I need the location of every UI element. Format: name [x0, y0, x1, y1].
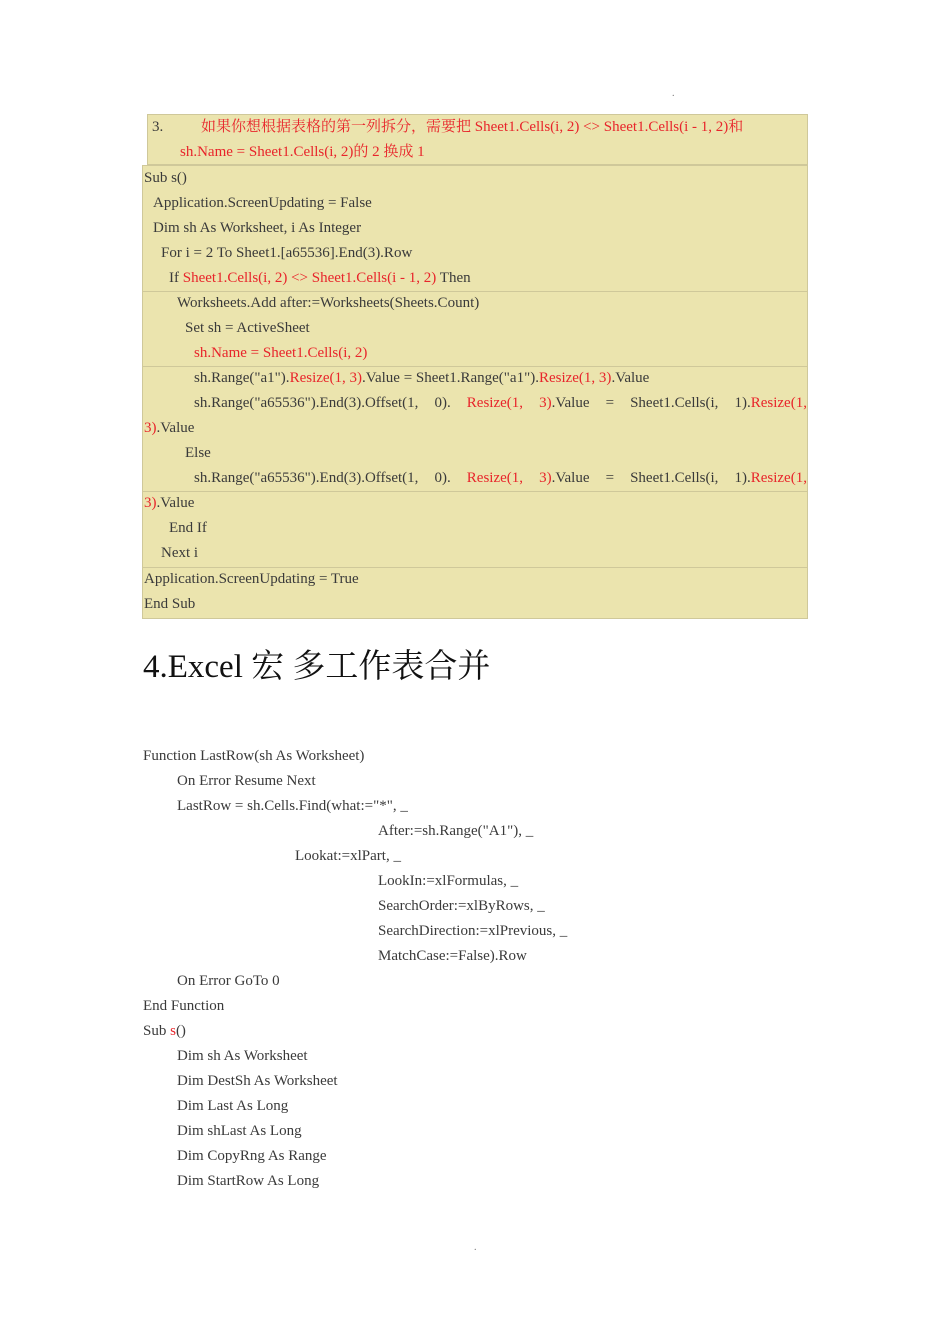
code-text: =: [605, 395, 615, 411]
code-text: Sheet1.Cells(i,: [630, 395, 719, 411]
code-text: .Value: [551, 395, 590, 411]
code-line: Dim CopyRng As Range: [177, 1148, 327, 1164]
code-line-offset: [194, 391, 807, 416]
code-text-red: Resize(1, 3): [289, 370, 363, 386]
code-line-offset: [194, 466, 807, 491]
note-text-1: 如果你想根据表格的第一列拆分，需要把 Sheet1.Cells(i, 2) <> Sheet1.Cells(i - 1, 2)和: [201, 119, 744, 135]
code-line: Application.ScreenUpdating = True: [144, 571, 359, 587]
note-number: 3.: [152, 119, 164, 135]
code-text: sh.Range("a65536").End(3).Offset(1,: [194, 470, 419, 486]
code-line: End Sub: [144, 596, 196, 612]
code-line: sh.Name = Sheet1.Cells(i, 2): [194, 345, 368, 361]
code-line: Function LastRow(sh As Worksheet): [143, 748, 365, 764]
code-text: Sheet1.Cells(i,: [630, 470, 719, 486]
code-text: .Value: [156, 495, 195, 511]
code-line: Dim sh As Worksheet, i As Integer: [153, 220, 362, 236]
code-line: After:=sh.Range("A1"), _: [378, 823, 534, 839]
footer-dot: .: [474, 1242, 477, 1253]
code-text-red: Resize(1,: [750, 395, 807, 411]
if-condition: Sheet1.Cells(i, 2) <> Sheet1.Cells(i - 1, 2): [182, 270, 437, 286]
code-line: Dim DestSh As Worksheet: [177, 1073, 338, 1089]
code-line: Set sh = ActiveSheet: [185, 320, 310, 336]
code-line: LookIn:=xlFormulas, _: [378, 873, 519, 889]
code-text: sh.Range("a65536").End(3).Offset(1,: [194, 395, 419, 411]
code-line: Worksheets.Add after:=Worksheets(Sheets.Count): [177, 295, 480, 311]
code-line-wrap: [144, 491, 807, 516]
note-line-2: sh.Name = Sheet1.Cells(i, 2)的 2 换成 1: [180, 144, 425, 160]
code-line: Sub s(): [144, 170, 187, 186]
code-text-red: 3): [144, 420, 157, 436]
code-line-sub: [143, 1019, 186, 1044]
code-line: LastRow = sh.Cells.Find(what:="*", _: [177, 798, 408, 814]
code-text-red: 3): [144, 495, 157, 511]
code-text-red: Resize(1,: [750, 470, 807, 486]
code-line: For i = 2 To Sheet1.[a65536].End(3).Row: [161, 245, 413, 261]
code-text-red: s: [170, 1023, 176, 1039]
header-dot: .: [672, 88, 675, 99]
code-text: Sub: [143, 1023, 171, 1039]
section-heading: 4.Excel 宏 多工作表合并: [143, 649, 491, 685]
code-line: Else: [185, 445, 211, 461]
code-text: 0).: [434, 395, 451, 411]
code-text: .Value: [611, 370, 650, 386]
code-text: .Value: [156, 420, 195, 436]
code-line: Application.ScreenUpdating = False: [153, 195, 372, 211]
note-box: [147, 114, 808, 165]
code-text: 1).: [734, 470, 751, 486]
code-line: Next i: [161, 545, 199, 561]
code-line: SearchOrder:=xlByRows, _: [378, 898, 545, 914]
code-line: Lookat:=xlPart, _: [295, 848, 401, 864]
code-text: 1).: [734, 395, 751, 411]
code-text-red: Resize(1,: [466, 395, 524, 411]
code-line: On Error Resume Next: [177, 773, 316, 789]
code-text: (): [175, 1023, 186, 1039]
if-keyword: If: [169, 270, 179, 286]
code-text: =: [605, 470, 615, 486]
code-box-split-sheets: [142, 165, 808, 619]
code-line: End Function: [143, 998, 225, 1014]
code-line: Dim StartRow As Long: [177, 1173, 320, 1189]
then-keyword: Then: [439, 270, 471, 286]
code-text: 0).: [434, 470, 451, 486]
code-line: End If: [169, 520, 207, 536]
code-line: Dim Last As Long: [177, 1098, 289, 1114]
code-line: MatchCase:=False).Row: [378, 948, 527, 964]
code-line-range: [194, 366, 807, 391]
code-text-red: Resize(1, 3): [538, 370, 612, 386]
code-line: SearchDirection:=xlPrevious, _: [378, 923, 568, 939]
code-line: Dim shLast As Long: [177, 1123, 302, 1139]
note-line-1: [152, 115, 807, 140]
code-text: .Value: [551, 470, 590, 486]
code-line: On Error GoTo 0: [177, 973, 280, 989]
code-text: .Value = Sheet1.Range("a1").: [362, 370, 539, 386]
code-line-if: [169, 266, 807, 291]
code-line: Dim sh As Worksheet: [177, 1048, 308, 1064]
code-line-wrap: [144, 416, 807, 441]
code-text-red: Resize(1,: [466, 470, 524, 486]
code-text-red: 3): [539, 395, 552, 411]
code-text: sh.Range("a1").: [194, 370, 290, 386]
code-text-red: 3): [539, 470, 552, 486]
